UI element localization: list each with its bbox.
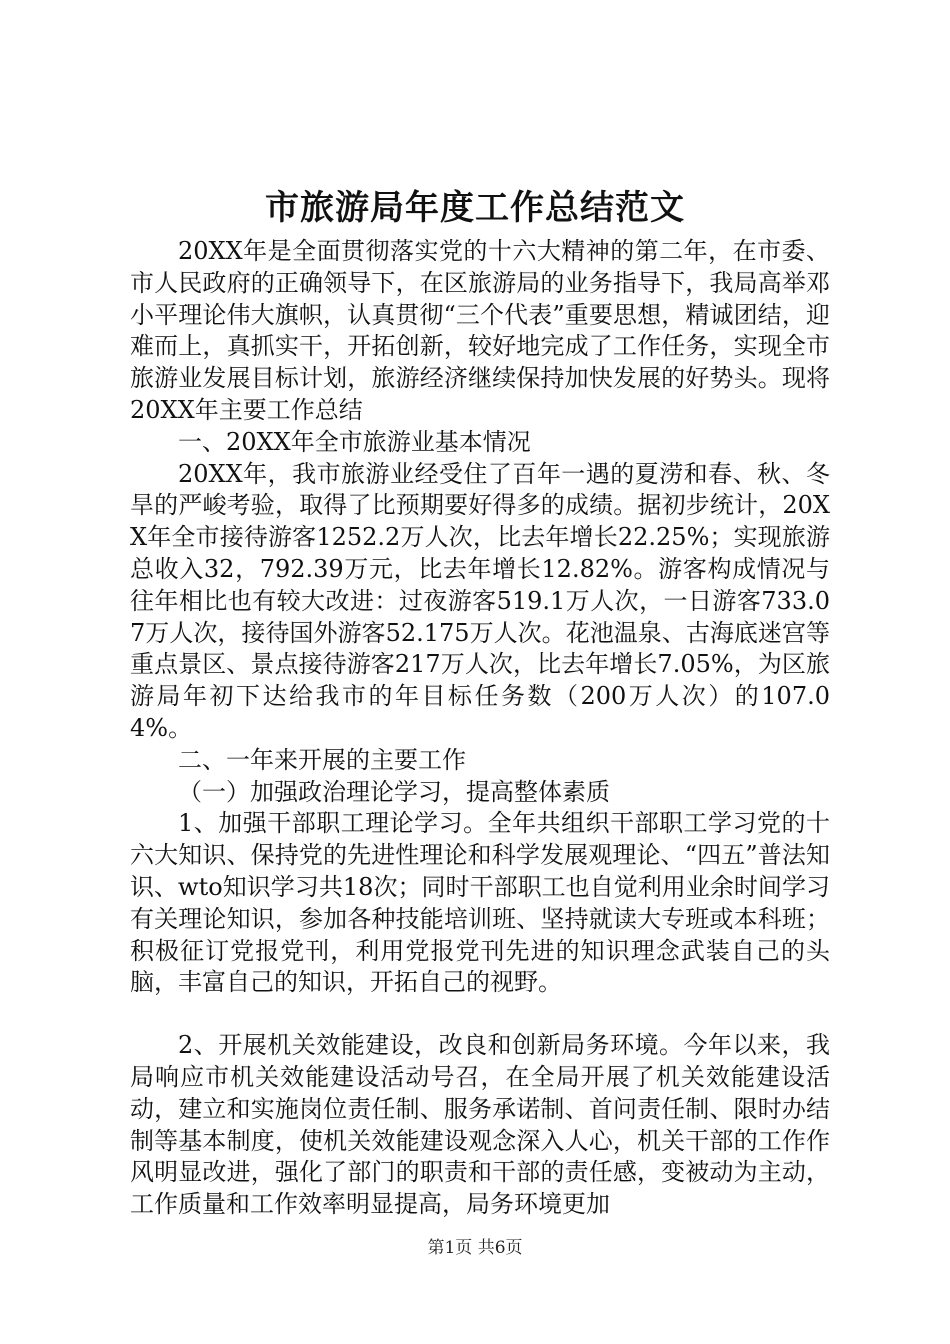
document-body [130, 236, 830, 1221]
subsection-heading-1: （一）加强政治理论学习，提高整体素质 [178, 777, 610, 806]
section-heading-2: 二、一年来开展的主要工作 [178, 745, 466, 774]
paragraph-item-2: 2、开展机关效能建设，改良和创新局务环境。今年以来，我局响应市机关效能建设活动号召，在全局开展了机关效能建设活动，建立和实施岗位责任制、服务承诺制、首问责任制、限时办结制等基本制度，使机关效能建设观念深入人心，机关干部的工作作风明显改进，强化了部门的职责和干部的责任感，变被动为主动，工作质量和工作效率明显提高，局务环境更加 [130, 1031, 830, 1219]
document-title: 市旅游局年度工作总结范文 [265, 188, 685, 228]
section-heading-1: 一、20XX年全市旅游业基本情况 [178, 427, 531, 456]
paragraph-intro: 20XX年是全面贯彻落实党的十六大精神的第二年，在市委、市人民政府的正确领导下，在区旅游局的业务指导下，我局高举邓小平理论伟大旗帜，认真贯彻“三个代表”重要思想，精诚团结，迎难而上，真抓实干，开拓创新，较好地完成了工作任务，实现全市旅游业发展目标计划，旅游经济继续保持加快发展的好势头。现将20XX年主要工作总结 [130, 237, 830, 424]
page-footer: 第1页 共6页 [427, 1238, 523, 1258]
paragraph-statistics: 20XX年，我市旅游业经受住了百年一遇的夏涝和春、秋、冬旱的严峻考验，取得了比预期要好得多的成绩。据初步统计，20XX年全市接待游客1252.2万人次，比去年增长22.25%；实现旅游总收入32，792.39万元，比去年增长12.82%。游客构成情况与往年相比也有较大改进：过夜游客519.1万人次，一日游客733.07万人次，接待国外游客52.175万人次。花池温泉、古海底迷宫等重点景区、景点接待游客217万人次，比去年增长7.05%，为区旅游局年初下达给我市的年目标任务数（200万人次）的107.04%。 [130, 459, 830, 742]
paragraph-item-1: 1、加强干部职工理论学习。全年共组织干部职工学习党的十六大知识、保持党的先进性理论和科学发展观理论、“四五”普法知识、wto知识学习共18次；同时干部职工也自觉利用业余时间学习有关理论知识，参加各种技能培训班、坚持就读大专班或本科班；积极征订党报党刊，利用党报党刊先进的知识理念武装自己的头脑，丰富自己的知识，开拓自己的视野。 [130, 809, 830, 997]
